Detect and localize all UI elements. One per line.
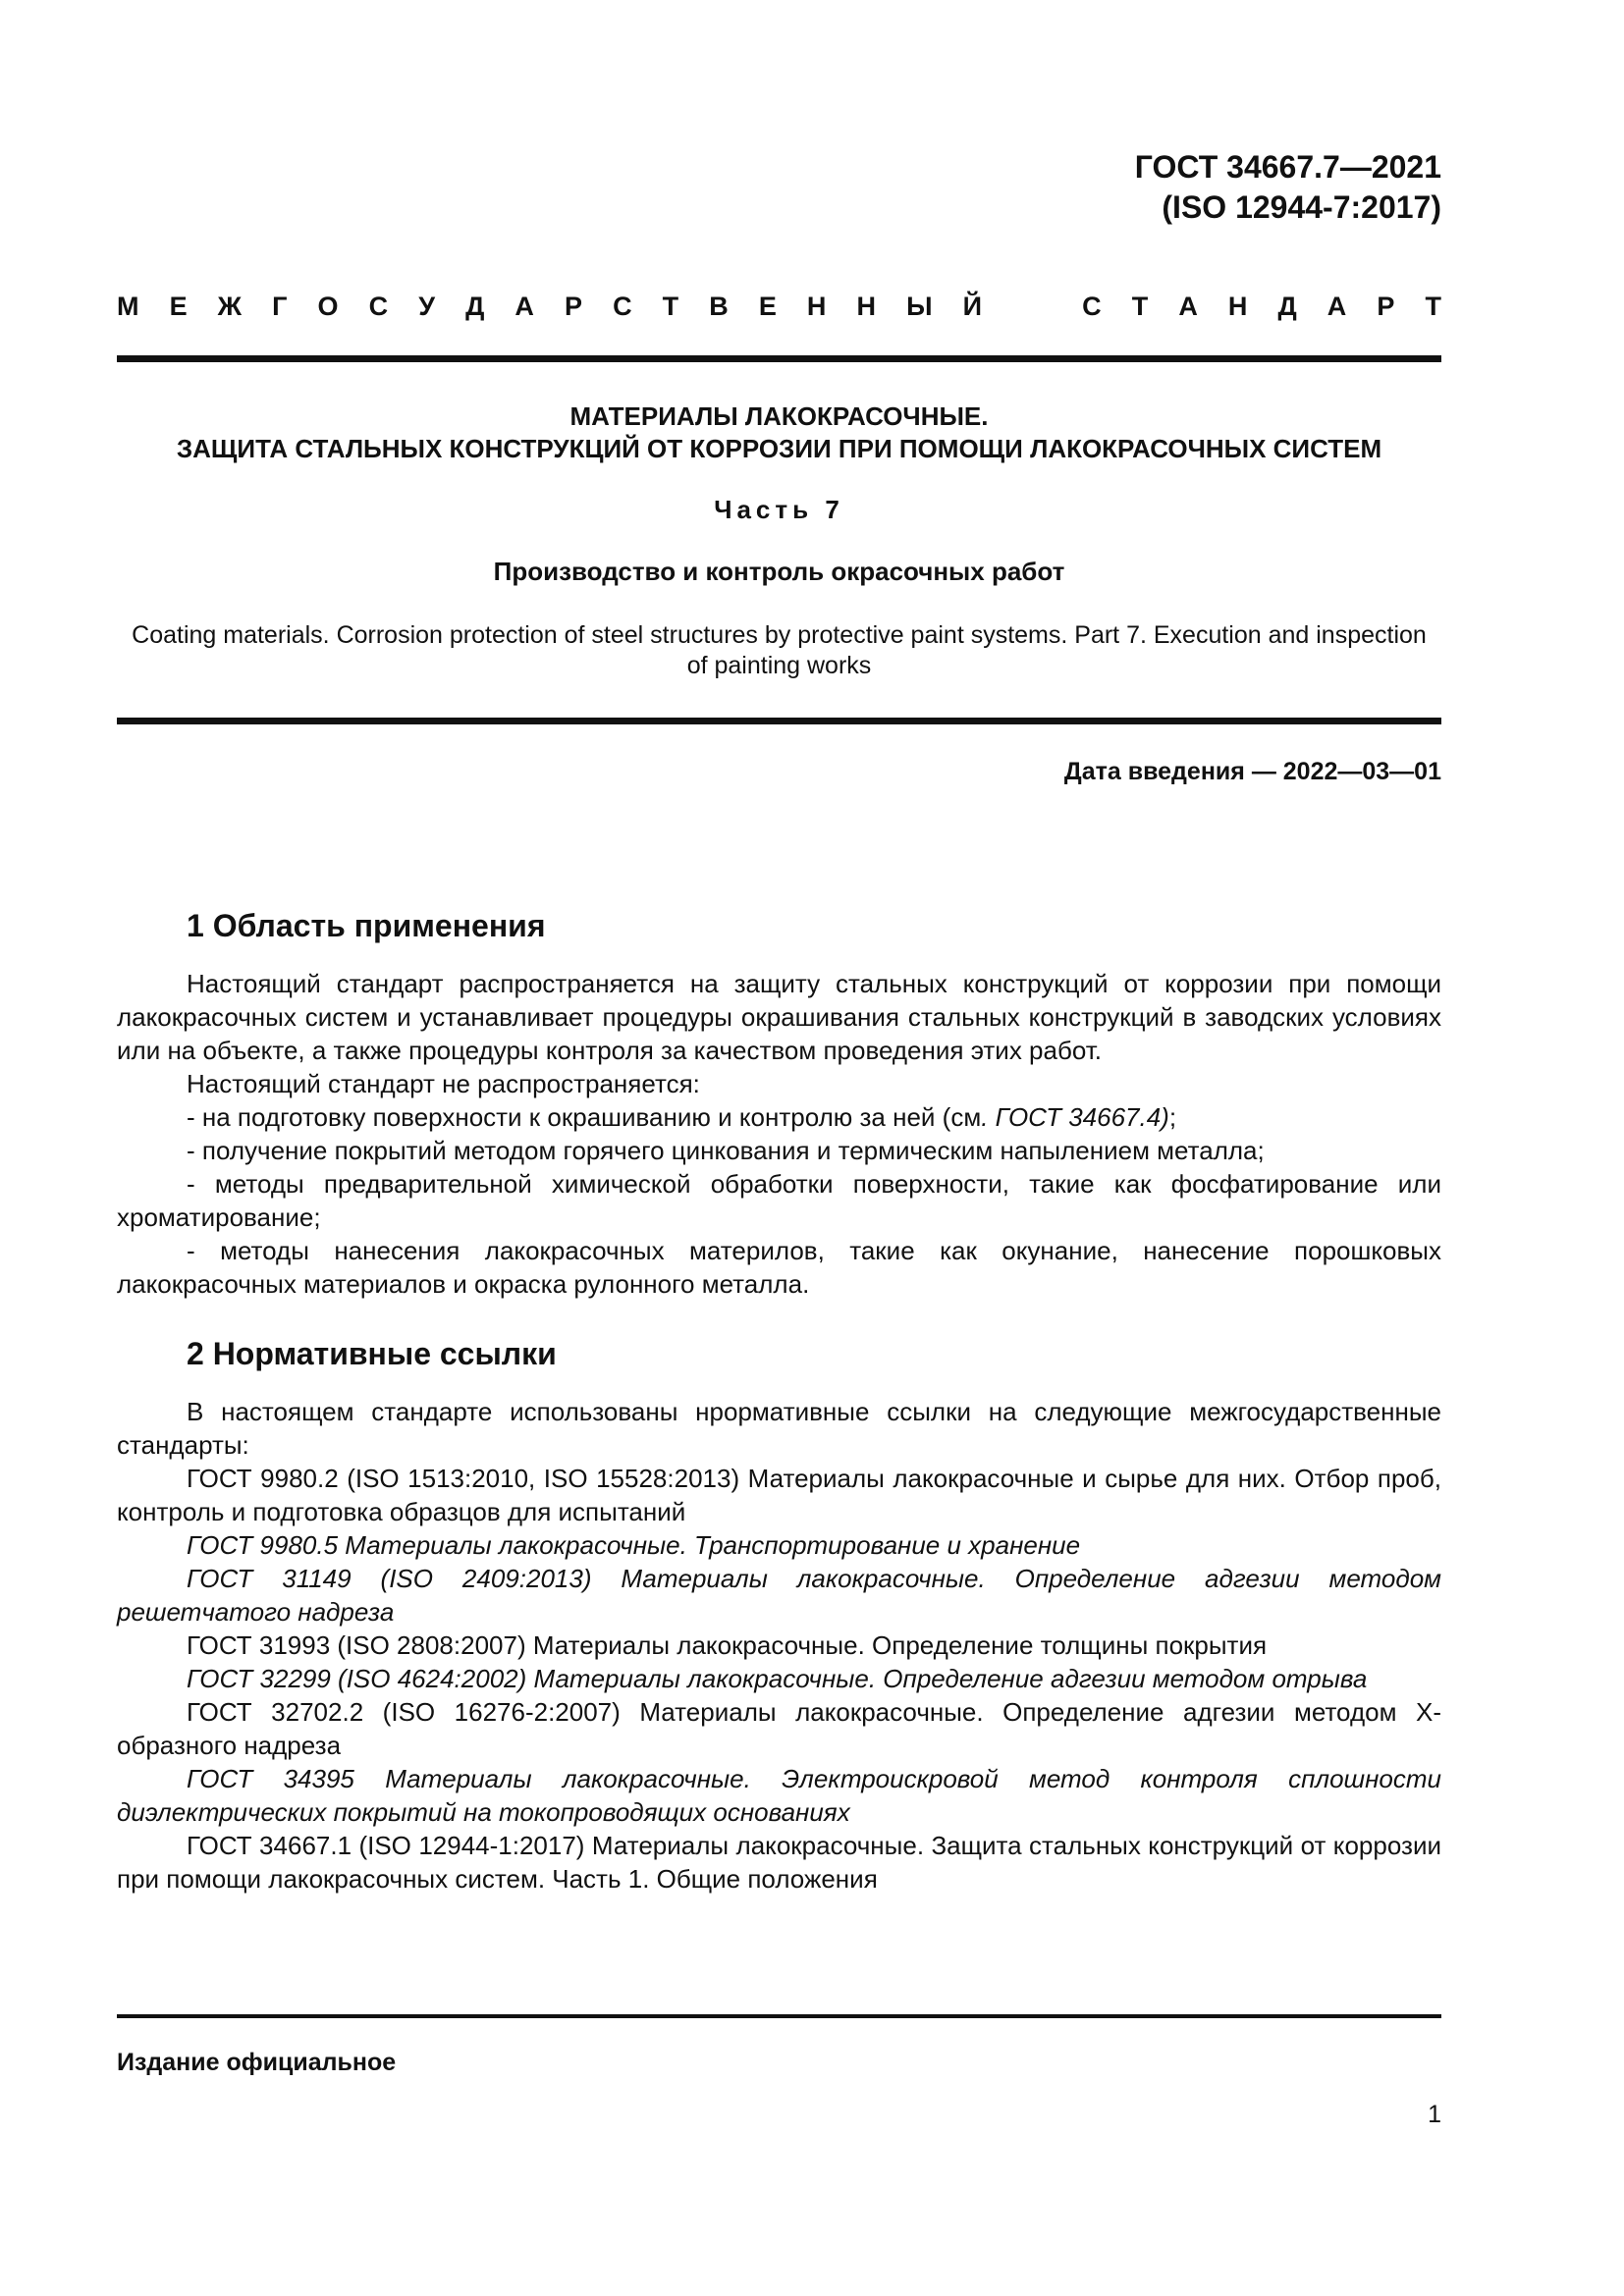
interstate-standard-banner: [117, 292, 1441, 322]
reference-item: ГОСТ 9980.5 Материалы лакокрасочные. Транспортирование и хранение: [187, 1530, 1081, 1560]
title-rule: [117, 718, 1441, 724]
banner-letter: Н: [856, 292, 876, 321]
banner-letter: Р: [1377, 292, 1395, 321]
banner-letter: Д: [465, 292, 485, 321]
page-number: 1: [1428, 2101, 1441, 2128]
banner-letter: Р: [565, 292, 583, 321]
reference-link: . ГОСТ 34667.4): [981, 1102, 1169, 1132]
paragraph: Настоящий стандарт распространяется на защиту стальных конструкций от коррозии при помощи лакокрасочных систем и устанавливает процедуры окрашивания стальных конструкций в заводских условиях или на объекте, а также процедуры контроля за качеством проведения этих работ.: [117, 969, 1441, 1065]
banner-letter: Н: [1227, 292, 1248, 321]
title-line-1: МАТЕРИАЛЫ ЛАКОКРАСОЧНЫЕ.: [569, 401, 989, 431]
reference-item: ГОСТ 9980.2 (ISO 1513:2010, ISO 15528:2013) Материалы лакокрасочные и сырье для них. Отбор проб, контроль и подготовка образцов для испытаний: [117, 1464, 1441, 1526]
section-1-body: [117, 967, 1441, 1301]
reference-item: ГОСТ 32299 (ISO 4624:2002) Материалы лакокрасочные. Определение адгезии методом отрыва: [187, 1664, 1368, 1693]
document-title: [117, 400, 1441, 465]
paragraph: В настоящем стандарте использованы нрормативные ссылки на следующие межгосударственные стандарты:: [117, 1397, 1441, 1460]
header-rule: [117, 355, 1441, 362]
banner-letter: Т: [1425, 292, 1441, 321]
reference-item: ГОСТ 34667.1 (ISO 12944-1:2017) Материалы лакокрасочные. Защита стальных конструкций от коррозии при помощи лакокрасочных систем. Часть 1. Общие положения: [117, 1831, 1441, 1894]
paragraph: Настоящий стандарт не распространяется:: [187, 1069, 700, 1098]
banner-letter: С: [613, 292, 632, 321]
banner-letter: А: [514, 292, 534, 321]
standard-code: ГОСТ 34667.7—2021: [1134, 149, 1441, 185]
paragraph-text: - на подготовку поверхности к окрашиванию и контролю за ней (см: [187, 1102, 982, 1132]
reference-item: ГОСТ 31993 (ISO 2808:2007) Материалы лакокрасочные. Определение толщины покрытия: [187, 1630, 1268, 1660]
banner-letter: Й: [962, 292, 982, 321]
banner-letter: А: [1326, 292, 1347, 321]
section-2-body: [117, 1395, 1441, 1896]
banner-letter: У: [418, 292, 436, 321]
banner-letter: Н: [806, 292, 827, 321]
section-2-heading: 2 Нормативные ссылки: [187, 1336, 557, 1371]
banner-letter: О: [317, 292, 339, 321]
paragraph: [117, 1100, 1441, 1134]
banner-letter: Ж: [217, 292, 243, 321]
banner-letter: Е: [169, 292, 188, 321]
banner-gap: [1012, 292, 1052, 322]
paragraph: - получение покрытий методом горячего цинкования и термическим напылением металла;: [187, 1136, 1265, 1165]
introduction-date: Дата введения — 2022—03—01: [1063, 758, 1441, 785]
footer-rule: [117, 2014, 1441, 2018]
banner-letter: М: [117, 292, 139, 321]
paragraph: - методы предварительной химической обработки поверхности, такие как фосфатирование или хроматирование;: [117, 1169, 1441, 1232]
paragraph-text: ;: [1168, 1102, 1177, 1132]
official-edition-label: Издание официальное: [117, 2049, 397, 2076]
banner-letter: Д: [1277, 292, 1297, 321]
banner-letter: С: [368, 292, 389, 321]
title-line-2: ЗАЩИТА СТАЛЬНЫХ КОНСТРУКЦИЙ ОТ КОРРОЗИИ ПРИ ПОМОЩИ ЛАКОКРАСОЧНЫХ СИСТЕМ: [176, 434, 1382, 463]
paragraph: - методы нанесения лакокрасочных материлов, такие как окунание, нанесение порошковых лакокрасочных материалов и окраска рулонного металла.: [117, 1236, 1441, 1299]
banner-letter: Ы: [906, 292, 933, 321]
banner-letter: С: [1082, 292, 1102, 321]
reference-item: ГОСТ 32702.2 (ISO 16276-2:2007) Материалы лакокрасочные. Определение адгезии методом Х-образного надреза: [117, 1697, 1441, 1760]
section-1-heading: 1 Область применения: [187, 908, 546, 943]
banner-letter: А: [1178, 292, 1198, 321]
reference-item: ГОСТ 31149 (ISO 2409:2013) Материалы лакокрасочные. Определение адгезии методом решетчатого надреза: [117, 1564, 1441, 1627]
english-title-line-1: Coating materials. Corrosion protection of steel structures by protective paint systems. Part 7. Execution and inspection: [132, 621, 1427, 649]
english-title: [117, 620, 1441, 681]
reference-item: ГОСТ 34395 Материалы лакокрасочные. Электроискровой метод контроля сплошности диэлектрических покрытий на токопроводящих основаниях: [117, 1764, 1441, 1827]
part-subtitle: Производство и контроль окрасочных работ: [493, 557, 1065, 586]
banner-letter: Т: [1131, 292, 1149, 321]
banner-letter: Т: [662, 292, 679, 321]
iso-code: (ISO 12944-7:2017): [1162, 189, 1441, 225]
banner-letter: Г: [272, 292, 288, 321]
english-title-line-2: of painting works: [686, 652, 872, 679]
standard-code-block: [982, 147, 1441, 228]
part-label: Часть 7: [714, 495, 844, 524]
banner-letter: Е: [758, 292, 777, 321]
banner-letter: В: [709, 292, 729, 321]
